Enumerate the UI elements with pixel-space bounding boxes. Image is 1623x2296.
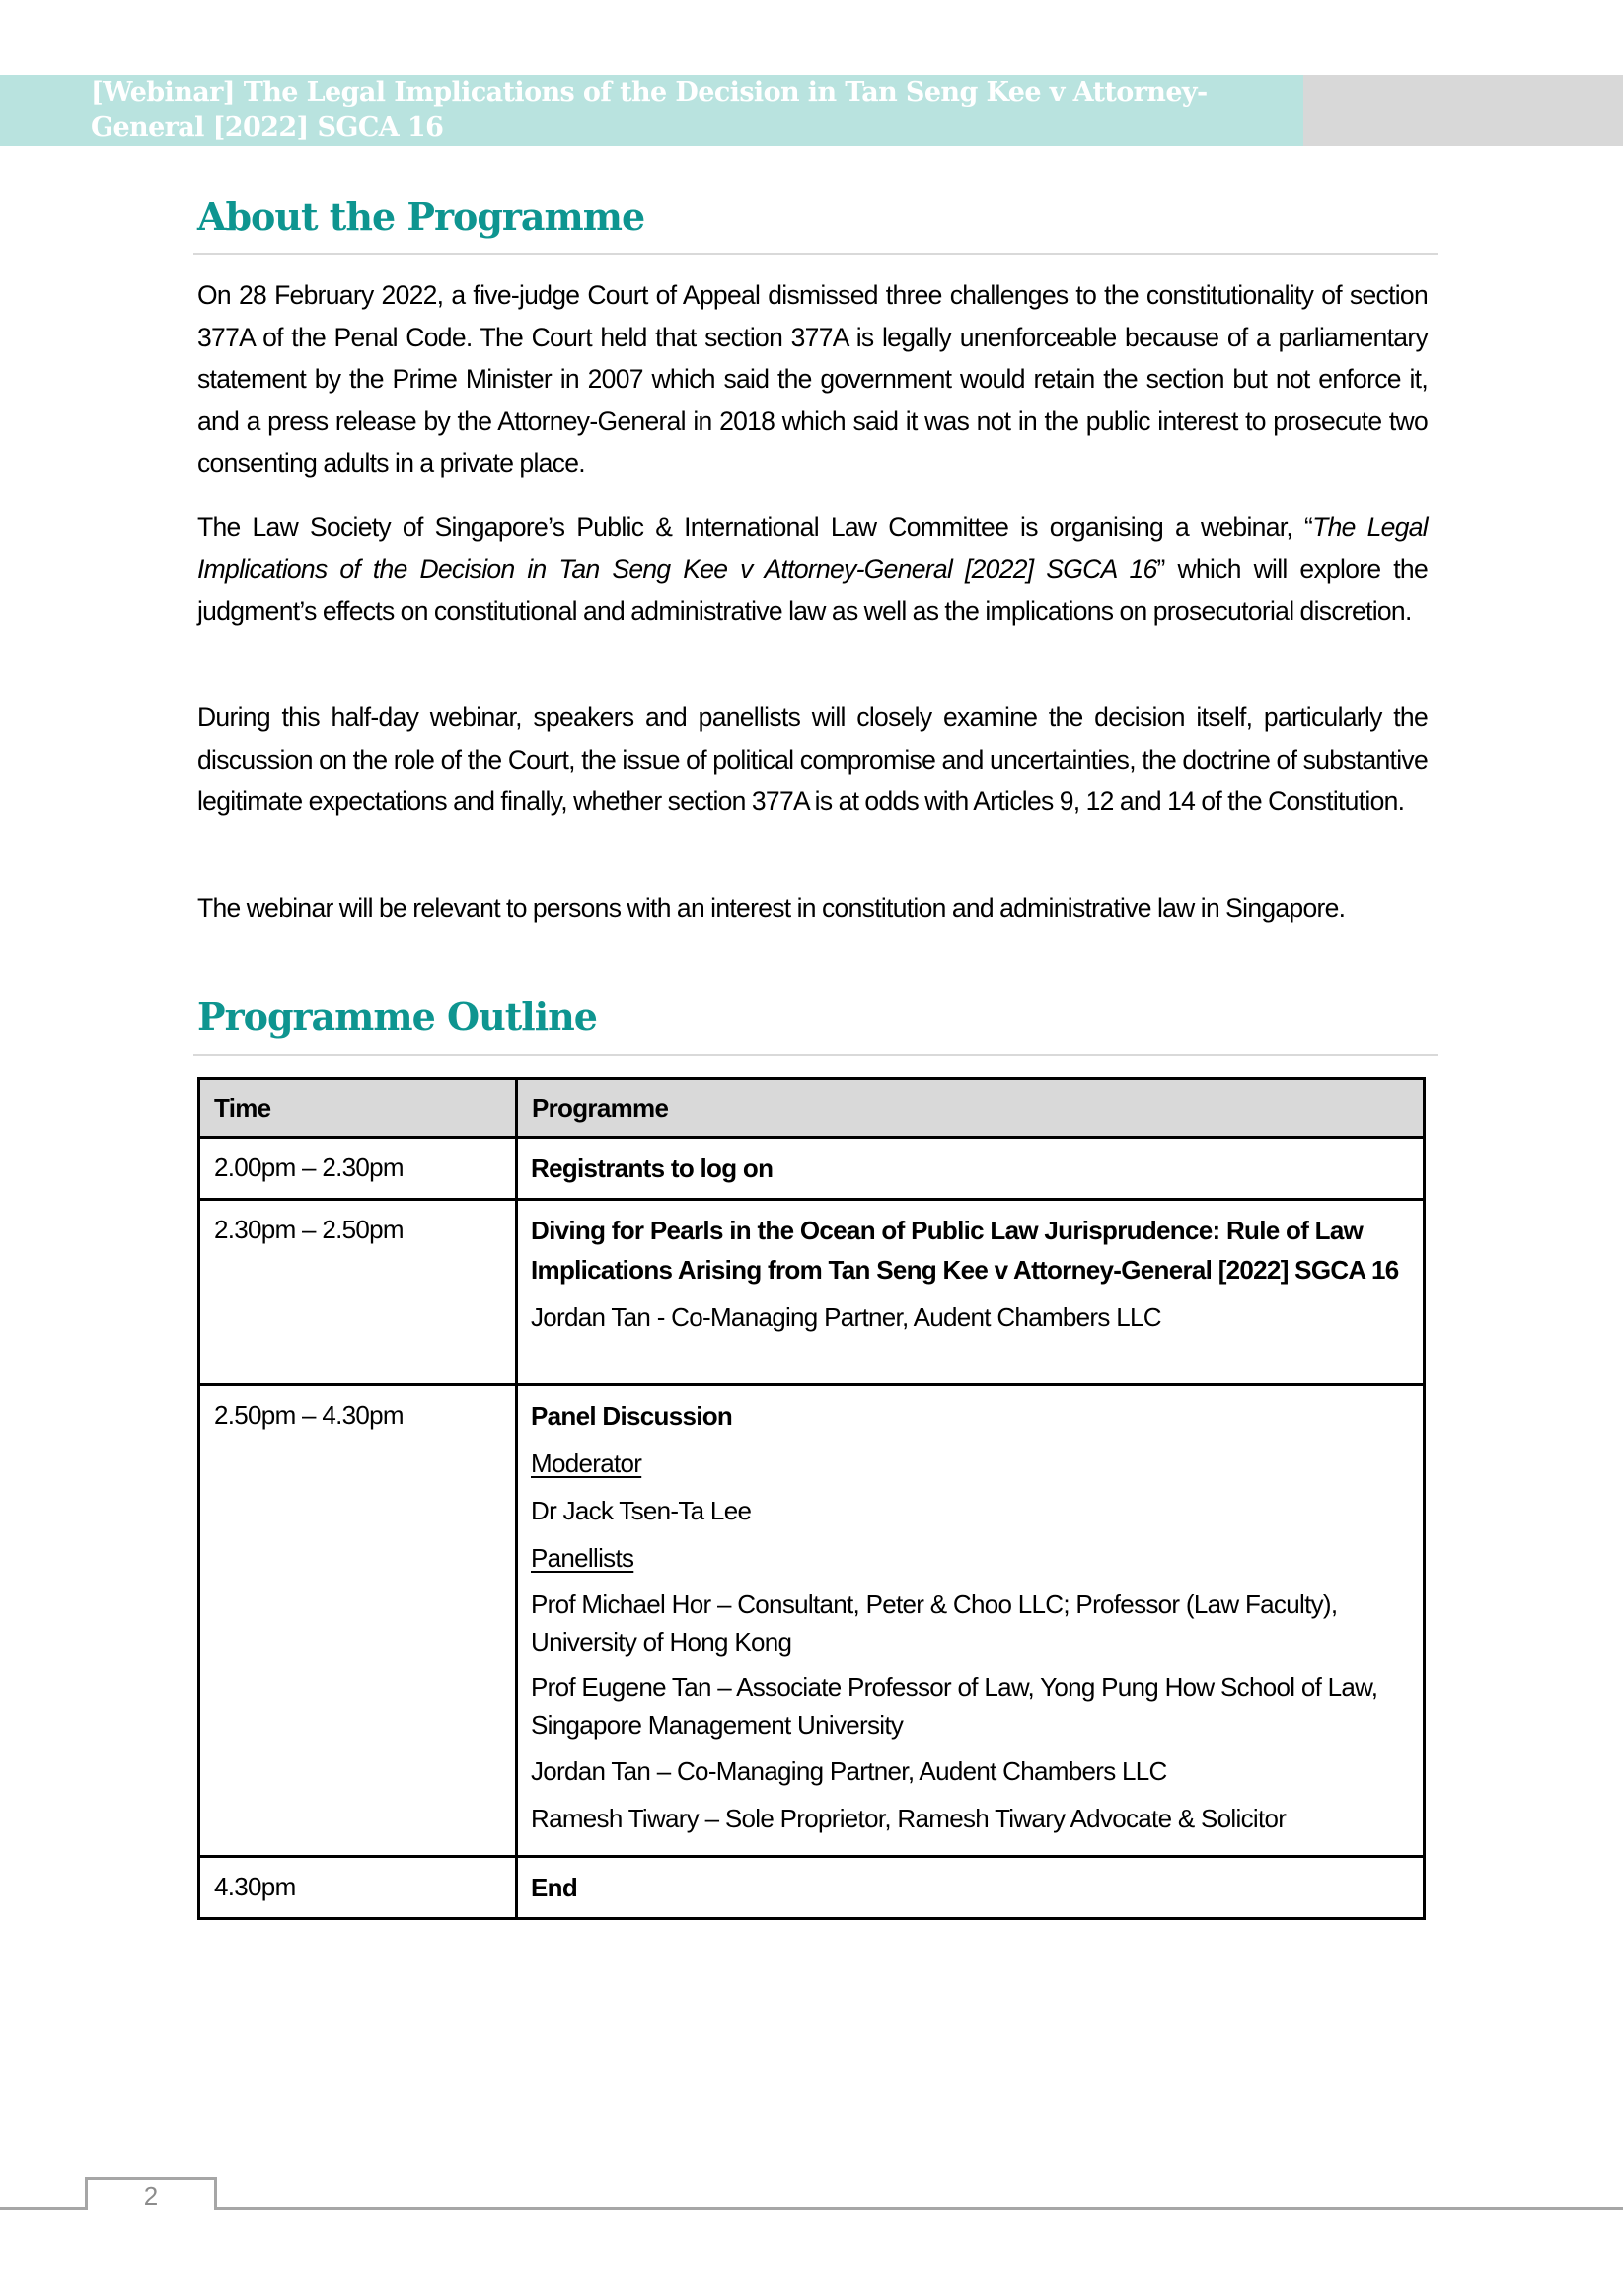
table-row: [199, 1857, 1425, 1919]
row-time: 4.30pm: [199, 1857, 517, 1919]
programme-title: Panel Discussion: [531, 1401, 733, 1431]
footer-rule-left: [0, 2207, 87, 2210]
panellist: Prof Eugene Tan – Associate Professor of Law, Yong Pung How School of Law, Singapore Management University: [531, 1672, 1378, 1740]
row-time: 2.30pm – 2.50pm: [199, 1200, 517, 1385]
page-number: 2: [143, 2182, 159, 2211]
about-paragraph-1: On 28 February 2022, a five-judge Court of Appeal dismissed three challenges to the constitutionality of section 377A of the Penal Code. The Court held that section 377A is legally unenforceable because of a parliamentary statement by the Prime Minister in 2007 which said the government would retain the section but not enforce it, and a press release by the Attorney-General in 2018 which said it was not in the public interest to prosecute two consenting adults in a private place.: [197, 280, 1428, 479]
panellist: Ramesh Tiwary – Sole Proprietor, Ramesh Tiwary Advocate & Solicitor: [531, 1804, 1287, 1833]
row-programme: [517, 1200, 1425, 1385]
row-programme: [517, 1857, 1425, 1919]
row-programme: [517, 1138, 1425, 1200]
programme-title: Diving for Pearls in the Ocean of Public Law Jurisprudence: Rule of Law Implications Arising from Tan Seng Kee v Attorney-General [2022] SGCA 16: [531, 1216, 1399, 1285]
programme-title: Registrants to log on: [531, 1153, 774, 1183]
row-time: 2.00pm – 2.30pm: [199, 1138, 517, 1200]
table-row: [199, 1385, 1425, 1857]
about-paragraph-4: The webinar will be relevant to persons with an interest in constitution and administrative law in Singapore.: [197, 893, 1346, 923]
column-header-time: Time: [199, 1079, 517, 1138]
paragraph-2-rest: ” which will explore the judgment’s effects on constitutional and administrative law as well as the implications on prosecutorial discretion.: [197, 554, 1428, 627]
webinar-title-italic: The Legal Implications of the Decision in Tan Seng Kee v Attorney-General [2022] SGCA 16: [197, 512, 1428, 584]
row-time: 2.50pm – 4.30pm: [199, 1385, 517, 1857]
outline-divider: [193, 1054, 1438, 1056]
about-heading: About the Programme: [197, 194, 645, 239]
outline-heading: Programme Outline: [197, 995, 597, 1039]
about-divider: [193, 253, 1438, 255]
paragraph-2-intro: The Law Society of Singapore’s Public & International Law Committee is organising a webinar, “: [197, 512, 1313, 542]
moderator-label: Moderator: [531, 1448, 642, 1478]
table-row: [199, 1138, 1425, 1200]
document-title: [Webinar] The Legal Implications of the Decision in Tan Seng Kee v Attorney-General [2022] SGCA 16: [91, 77, 1208, 143]
table-header-row: [199, 1079, 1425, 1138]
panellist: Jordan Tan – Co-Managing Partner, Audent Chambers LLC: [531, 1756, 1167, 1786]
footer-rule-right: [214, 2207, 1623, 2210]
row-programme: [517, 1385, 1425, 1857]
document-header: [0, 75, 1623, 146]
programme-table: [197, 1077, 1426, 1920]
speaker: Jordan Tan - Co-Managing Partner, Audent Chambers LLC: [531, 1302, 1161, 1332]
table-row: [199, 1200, 1425, 1385]
column-header-programme: Programme: [517, 1079, 1425, 1138]
header-gray-band: [1303, 75, 1623, 146]
panellists-label: Panellists: [531, 1543, 634, 1573]
page-number-tab: [85, 2177, 217, 2210]
about-paragraph-2: [197, 506, 1428, 632]
programme-title: End: [531, 1873, 578, 1902]
panellist: Prof Michael Hor – Consultant, Peter & Choo LLC; Professor (Law Faculty), University of Hong Kong: [531, 1590, 1338, 1657]
moderator-name: Dr Jack Tsen-Ta Lee: [531, 1496, 752, 1525]
about-paragraph-3: During this half-day webinar, speakers and panellists will closely examine the decision itself, particularly the discussion on the role of the Court, the issue of political compromise and uncertainties, the doctrine of substantive legitimate expectations and finally, whether section 377A is at odds with Articles 9, 12 and 14 of the Constitution.: [197, 703, 1428, 817]
